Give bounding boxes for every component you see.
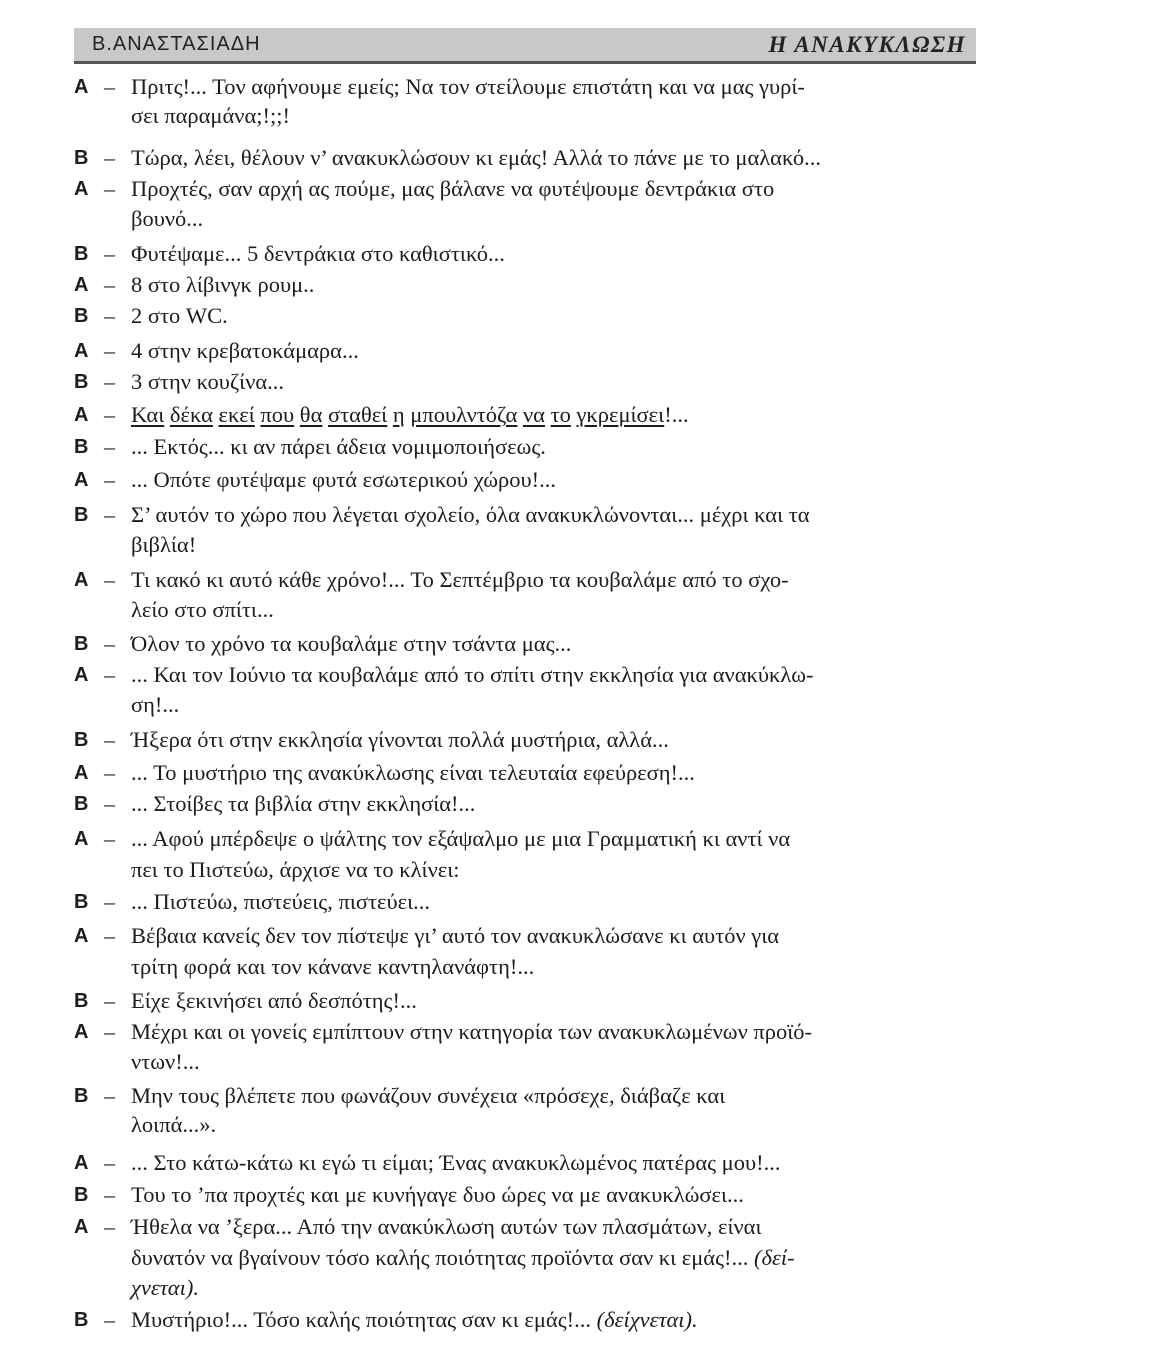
dialogue-dash: – [104,889,115,914]
dialogue-dash: – [104,988,115,1013]
speaker-label: A [74,340,89,362]
dialogue-dash: – [104,631,115,656]
speaker-label: B [74,1085,89,1107]
dialogue-dash: – [104,241,115,266]
dialogue-dash: – [104,727,115,752]
line-text: 3 στην κουζίνα... [131,369,285,394]
dialogue-dash: – [104,272,115,297]
line-text: ... Στοίβες τα βιβλία στην εκκλησία!... [131,791,476,816]
line-text: Του το ’πα προχτές και με κυνήγαγε δυο ώρες να με ανακυκλώσει... [131,1182,744,1207]
dialogue-dash: – [104,145,115,170]
dialogue-line [0,465,1158,495]
dialogue-line [0,500,1158,530]
speaker-label: B [74,436,89,458]
dialogue-line [0,1305,1158,1335]
line-text: 8 στο λίβινγκ ρουμ.. [131,272,315,297]
speaker-label: A [74,178,89,200]
dialogue-line [0,1273,1158,1303]
line-text: πει το Πιστεύω, άρχισε να το κλίνει: [131,857,460,882]
dialogue-line [0,367,1158,397]
dialogue-line [0,72,1158,102]
dialogue-dash: – [104,1307,115,1332]
line-text: Μυστήριο!... Τόσο καλής ποιότητας σαν κι εμάς!... (δείχνεται). [131,1307,698,1332]
line-text: Ήξερα ότι στην εκκλησία γίνονται πολλά μυστήρια, αλλά... [131,727,669,752]
speaker-label: B [74,1309,89,1331]
dialogue-line [0,758,1158,788]
line-text: ... Οπότε φυτέψαμε φυτά εσωτερικού χώρου!... [131,467,556,492]
dialogue-line [0,824,1158,854]
line-text: Πριτς!... Τον αφήνουμε εμείς; Να τον στείλουμε επιστάτη και να μας γυρί- [131,74,805,99]
line-text: Τώρα, λέει, θέλουν ν’ ανακυκλώσουν κι εμάς! Αλλά το πάνε με το μαλακό... [131,145,821,170]
line-text: 2 στο WC. [131,303,228,328]
dialogue-line [0,174,1158,204]
dialogue-dash: – [104,467,115,492]
dialogue-dash: – [104,1019,115,1044]
dialogue-dash: – [104,826,115,851]
line-text: Είχε ξεκινήσει από δεσπότης!... [131,988,417,1013]
line-text: ... Πιστεύω, πιστεύεις, πιστεύει... [131,889,431,914]
dialogue-line [0,725,1158,755]
dialogue-dash: – [104,1182,115,1207]
speaker-label: B [74,305,89,327]
dialogue-dash: – [104,1214,115,1239]
dialogue-line [0,301,1158,331]
speaker-label: B [74,633,89,655]
line-text: Μέχρι και οι γονείς εμπίπτουν στην κατηγορία των ανακυκλωμένων προϊό- [131,1019,813,1044]
speaker-label: A [74,76,89,98]
line-text: ... Και τον Ιούνιο τα κουβαλάμε από το σπίτι στην εκκλησία για ανακύκλω- [131,662,814,687]
dialogue-dash: – [104,760,115,785]
speaker-label: B [74,147,89,169]
line-text: ντων!... [131,1049,200,1074]
dialogue-line [0,565,1158,595]
dialogue-line [0,595,1158,625]
dialogue-dash: – [104,567,115,592]
line-text: Βέβαια κανείς δεν τον πίστεψε γι’ αυτό τον ανακυκλώσανε κι αυτόν για [131,923,780,948]
dialogue-dash: – [104,176,115,201]
dialogue-line [0,690,1158,720]
dialogue-dash: – [104,74,115,99]
line-text: Σ’ αυτόν το χώρο που λέγεται σχολείο, όλα ανακυκλώνονται... μέχρι και τα [131,502,810,527]
dialogue-line [0,660,1158,690]
dialogue-line [0,1180,1158,1210]
dialogue-dash: – [104,434,115,459]
speaker-label: A [74,828,89,850]
speaker-label: A [74,1216,89,1238]
stage-direction: (δεί- [754,1245,795,1270]
dialogue-dash: – [104,662,115,687]
line-text: ... Αφού μπέρδεψε ο ψάλτης τον εξάψαλμο με μια Γραμματική κι αντί να [131,826,791,851]
speaker-label: A [74,469,89,491]
speaker-label: A [74,762,89,784]
line-text: Μην τους βλέπετε που φωνάζουν συνέχεια «πρόσεχε, διάβαζε και [131,1083,726,1108]
line-text: τρίτη φορά και τον κάνανε καντηλανάφτη!... [131,954,535,979]
dialogue-line [0,101,1158,131]
line-text: δυνατόν να βγαίνουν τόσο καλής ποιότητας προϊόντα σαν κι εμάς!... (δεί- [131,1245,795,1270]
speaker-label: B [74,504,89,526]
dialogue-dash: – [104,791,115,816]
speaker-label: A [74,274,89,296]
line-text [131,1273,199,1303]
line-text: Όλον το χρόνο τα κουβαλάμε στην τσάντα μας... [131,631,572,656]
dialogue-line [0,986,1158,1016]
line-text: λοιπά...». [131,1112,217,1137]
line-text: λείο στο σπίτι... [131,597,274,622]
speaker-label: B [74,729,89,751]
speaker-label: A [74,569,89,591]
speaker-label: A [74,664,89,686]
line-text: βουνό... [131,206,204,231]
dialogue-line [0,789,1158,819]
dialogue-dash: – [104,1083,115,1108]
dialogue-line [0,336,1158,366]
speaker-label: B [74,990,89,1012]
dialogue-line [0,204,1158,234]
dialogue-line [0,921,1158,951]
dialogue-dash: – [104,303,115,328]
stage-direction: χνεται). [131,1275,199,1300]
dialogue-dash: – [104,338,115,363]
author-name: Β.ΑΝΑΣΤΑΣΙΑΔΗ [92,33,261,55]
speaker-label: B [74,1184,89,1206]
dialogue-line [0,239,1158,269]
dialogue-line [0,629,1158,659]
speaker-label: B [74,793,89,815]
dialogue-line [0,1047,1158,1077]
speaker-label: B [74,243,89,265]
dialogue-line [0,1081,1158,1111]
dialogue-line [0,1243,1158,1273]
line-text: Φυτέψαμε... 5 δεντράκια στο καθιστικό... [131,241,505,266]
dialogue-line [0,143,1158,173]
line-text: Προχτές, σαν αρχή ας πούμε, μας βάλανε να φυτέψουμε δεντράκια στο [131,176,775,201]
line-text: Τι κακό κι αυτό κάθε χρόνο!... Το Σεπτέμβριο τα κουβαλάμε από το σχο- [131,567,789,592]
dialogue-dash: – [104,1150,115,1175]
dialogue-dash: – [104,502,115,527]
line-text: βιβλία! [131,532,197,557]
dialogue-line [0,432,1158,462]
line-text: 4 στην κρεβατοκάμαρα... [131,338,359,363]
page-header [74,28,976,64]
speaker-label: A [74,404,89,426]
dialogue-line [0,1017,1158,1047]
dialogue-dash: – [104,923,115,948]
line-text: ση!... [131,692,180,717]
dialogue-line [0,887,1158,917]
dialogue-line [0,270,1158,300]
dialogue-dash: – [104,402,115,427]
dialogue-line [0,400,1158,430]
line-text: ... Εκτός... κι αν πάρει άδεια νομιμοποιήσεως. [131,434,546,459]
speaker-label: A [74,1152,89,1174]
dialogue-line [0,855,1158,885]
dialogue-line [0,1212,1158,1242]
dialogue-line [0,530,1158,560]
dialogue-line [0,952,1158,982]
line-text: Και δέκα εκεί που θα σταθεί η μπουλντόζα να το γκρεμίσει!... [131,402,689,427]
line-text: σει παραμάνα;!;;! [131,103,290,128]
line-text: ... Στο κάτω-κάτω κι εγώ τι είμαι; Ένας ανακυκλωμένος πατέρας μου!... [131,1150,781,1175]
speaker-label: B [74,891,89,913]
line-text: Ήθελα να ’ξερα... Από την ανακύκλωση αυτών των πλασμάτων, είναι [131,1214,762,1239]
speaker-label: B [74,371,89,393]
dialogue-line [0,1110,1158,1140]
dialogue-dash: – [104,369,115,394]
line-text: ... Το μυστήριο της ανακύκλωσης είναι τελευταία εφεύρεση!... [131,760,695,785]
speaker-label: A [74,1021,89,1043]
dialogue-line [0,1148,1158,1178]
stage-direction: (δείχνεται). [596,1307,698,1332]
speaker-label: A [74,925,89,947]
document-title: Η ΑΝΑΚΥΚΛΩΣΗ [768,31,966,57]
